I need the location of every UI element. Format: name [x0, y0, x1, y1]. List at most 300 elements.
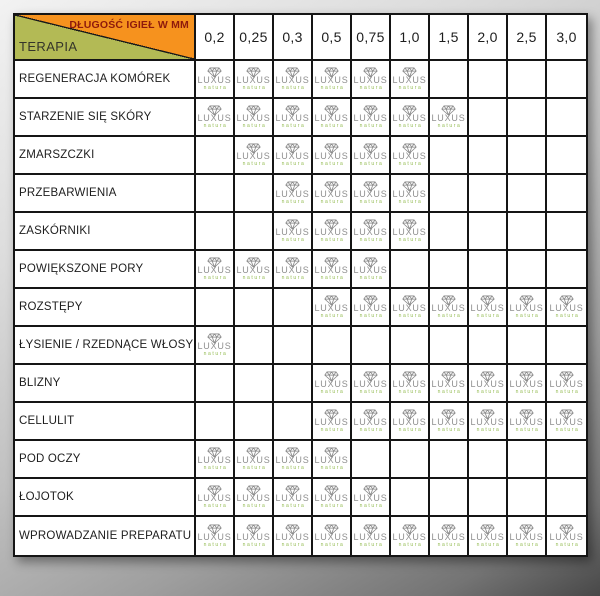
logo-brand-text: LUXUS [353, 151, 388, 161]
logo-sub-text: natura [515, 542, 540, 548]
matrix-cell [274, 175, 313, 213]
matrix-cell [430, 403, 469, 441]
luxus-natura-logo [314, 409, 348, 433]
logo-sub-text: natura [398, 85, 423, 91]
matrix-cell [235, 479, 274, 517]
logo-sub-text: natura [281, 275, 306, 281]
logo-sub-text: natura [398, 123, 423, 129]
column-header-0,2: 0,2 [196, 15, 235, 61]
matrix-cell [274, 251, 313, 289]
matrix-cell [274, 441, 313, 479]
matrix-cell [508, 365, 547, 403]
logo-sub-text: natura [476, 389, 501, 395]
matrix-cell [313, 403, 352, 441]
matrix-cell [313, 251, 352, 289]
logo-brand-text: LUXUS [509, 532, 544, 542]
matrix-cell [352, 365, 391, 403]
logo-brand-text: LUXUS [236, 532, 271, 542]
logo-brand-text: LUXUS [392, 532, 427, 542]
luxus-natura-logo [275, 219, 309, 243]
luxus-natura-logo [314, 524, 348, 548]
matrix-cell [196, 137, 235, 175]
logo-sub-text: natura [320, 427, 345, 433]
matrix-cell [469, 441, 508, 479]
column-header-2,0: 2,0 [469, 15, 508, 61]
matrix-cell [196, 289, 235, 327]
matrix-cell [313, 99, 352, 137]
logo-sub-text: natura [242, 123, 267, 129]
row-label: CELLULIT [15, 403, 196, 441]
logo-sub-text: natura [203, 503, 228, 509]
logo-sub-text: natura [281, 465, 306, 471]
luxus-natura-logo [236, 524, 270, 548]
matrix-cell [508, 479, 547, 517]
logo-sub-text: natura [398, 161, 423, 167]
luxus-natura-logo [275, 447, 309, 471]
luxus-natura-logo [236, 67, 270, 91]
matrix-cell [235, 175, 274, 213]
logo-sub-text: natura [359, 199, 384, 205]
logo-brand-text: LUXUS [470, 303, 505, 313]
matrix-cell [508, 175, 547, 213]
matrix-cell [508, 327, 547, 365]
logo-sub-text: natura [359, 313, 384, 319]
matrix-cell [469, 289, 508, 327]
logo-sub-text: natura [242, 85, 267, 91]
matrix-cell [547, 251, 586, 289]
matrix-cell [508, 403, 547, 441]
matrix-cell [352, 403, 391, 441]
matrix-cell [469, 403, 508, 441]
luxus-natura-logo [236, 485, 270, 509]
logo-sub-text: natura [281, 503, 306, 509]
luxus-natura-logo [353, 143, 387, 167]
row-label: ROZSTĘPY [15, 289, 196, 327]
matrix-cell [235, 99, 274, 137]
matrix-cell [469, 213, 508, 251]
logo-sub-text: natura [515, 389, 540, 395]
logo-brand-text: LUXUS [353, 493, 388, 503]
matrix-cell [274, 327, 313, 365]
matrix-cell [313, 213, 352, 251]
luxus-natura-logo [392, 295, 426, 319]
logo-sub-text: natura [320, 161, 345, 167]
logo-sub-text: natura [242, 542, 267, 548]
logo-brand-text: LUXUS [197, 113, 232, 123]
matrix-cell [235, 251, 274, 289]
luxus-natura-logo [431, 371, 465, 395]
logo-sub-text: natura [437, 123, 462, 129]
luxus-natura-logo [392, 143, 426, 167]
logo-sub-text: natura [359, 275, 384, 281]
logo-brand-text: LUXUS [314, 493, 349, 503]
matrix-cell [352, 251, 391, 289]
luxus-natura-logo [431, 295, 465, 319]
luxus-natura-logo [314, 105, 348, 129]
logo-sub-text: natura [359, 85, 384, 91]
matrix-cell [547, 517, 586, 555]
logo-sub-text: natura [242, 503, 267, 509]
logo-sub-text: natura [359, 161, 384, 167]
matrix-cell [352, 99, 391, 137]
logo-brand-text: LUXUS [275, 189, 310, 199]
matrix-cell [235, 289, 274, 327]
matrix-cell [352, 327, 391, 365]
luxus-natura-logo [197, 524, 231, 548]
luxus-natura-logo [314, 447, 348, 471]
matrix-cell [235, 403, 274, 441]
logo-brand-text: LUXUS [509, 379, 544, 389]
matrix-cell [235, 61, 274, 99]
matrix-cell [391, 403, 430, 441]
matrix-cell [352, 289, 391, 327]
matrix-cell [391, 175, 430, 213]
matrix-cell [547, 61, 586, 99]
matrix-cell [547, 441, 586, 479]
matrix-cell [196, 175, 235, 213]
logo-brand-text: LUXUS [353, 113, 388, 123]
matrix-cell [391, 61, 430, 99]
logo-sub-text: natura [359, 237, 384, 243]
luxus-natura-logo [549, 524, 583, 548]
logo-sub-text: natura [398, 427, 423, 433]
matrix-cell [274, 479, 313, 517]
logo-sub-text: natura [320, 199, 345, 205]
logo-brand-text: LUXUS [431, 113, 466, 123]
logo-sub-text: natura [398, 237, 423, 243]
matrix-cell [235, 441, 274, 479]
logo-brand-text: LUXUS [197, 532, 232, 542]
logo-brand-text: LUXUS [314, 303, 349, 313]
row-label: POWIĘKSZONE PORY [15, 251, 196, 289]
matrix-cell [430, 99, 469, 137]
logo-brand-text: LUXUS [236, 265, 271, 275]
matrix-cell [547, 403, 586, 441]
luxus-natura-logo [392, 105, 426, 129]
logo-brand-text: LUXUS [197, 75, 232, 85]
matrix-cell [547, 289, 586, 327]
logo-brand-text: LUXUS [353, 189, 388, 199]
luxus-natura-logo [197, 485, 231, 509]
logo-brand-text: LUXUS [314, 265, 349, 275]
luxus-natura-logo [275, 67, 309, 91]
luxus-natura-logo [197, 105, 231, 129]
luxus-natura-logo [197, 447, 231, 471]
luxus-natura-logo [275, 143, 309, 167]
matrix-cell [430, 251, 469, 289]
column-header-0,25: 0,25 [235, 15, 274, 61]
logo-sub-text: natura [437, 389, 462, 395]
logo-brand-text: LUXUS [197, 341, 232, 351]
logo-sub-text: natura [281, 123, 306, 129]
logo-sub-text: natura [437, 313, 462, 319]
row-label: ZMARSZCZKI [15, 137, 196, 175]
matrix-cell [391, 289, 430, 327]
luxus-natura-logo [197, 333, 231, 357]
logo-brand-text: LUXUS [275, 151, 310, 161]
logo-sub-text: natura [203, 275, 228, 281]
matrix-cell [274, 403, 313, 441]
logo-sub-text: natura [359, 427, 384, 433]
matrix-cell [430, 517, 469, 555]
logo-brand-text: LUXUS [431, 303, 466, 313]
logo-brand-text: LUXUS [197, 493, 232, 503]
logo-brand-text: LUXUS [197, 265, 232, 275]
logo-brand-text: LUXUS [470, 379, 505, 389]
luxus-natura-logo [392, 219, 426, 243]
matrix-cell [430, 479, 469, 517]
logo-sub-text: natura [203, 85, 228, 91]
logo-brand-text: LUXUS [549, 417, 584, 427]
matrix-cell [196, 251, 235, 289]
logo-brand-text: LUXUS [314, 417, 349, 427]
matrix-cell [352, 517, 391, 555]
logo-sub-text: natura [320, 275, 345, 281]
matrix-cell [430, 441, 469, 479]
luxus-natura-logo [392, 181, 426, 205]
logo-sub-text: natura [398, 313, 423, 319]
logo-brand-text: LUXUS [275, 75, 310, 85]
matrix-cell [235, 327, 274, 365]
logo-brand-text: LUXUS [314, 532, 349, 542]
logo-brand-text: LUXUS [392, 417, 427, 427]
matrix-cell [235, 213, 274, 251]
matrix-cell [313, 327, 352, 365]
logo-sub-text: natura [359, 389, 384, 395]
logo-sub-text: natura [203, 351, 228, 357]
matrix-cell [547, 175, 586, 213]
matrix-cell [196, 441, 235, 479]
matrix-cell [508, 61, 547, 99]
matrix-cell [547, 327, 586, 365]
logo-brand-text: LUXUS [275, 265, 310, 275]
matrix-cell [196, 365, 235, 403]
matrix-cell [430, 327, 469, 365]
matrix-cell [313, 175, 352, 213]
matrix-cell [547, 365, 586, 403]
matrix-cell [313, 137, 352, 175]
column-header-0,75: 0,75 [352, 15, 391, 61]
row-label: BLIZNY [15, 365, 196, 403]
logo-brand-text: LUXUS [431, 532, 466, 542]
luxus-natura-logo [275, 257, 309, 281]
luxus-natura-logo [275, 524, 309, 548]
row-label: ŁYSIENIE / RZEDNĄCE WŁOSY [15, 327, 196, 365]
luxus-natura-logo [353, 524, 387, 548]
luxus-natura-logo [314, 219, 348, 243]
logo-sub-text: natura [398, 199, 423, 205]
matrix-cell [313, 365, 352, 403]
row-label: PRZEBARWIENIA [15, 175, 196, 213]
matrix-cell [469, 61, 508, 99]
logo-sub-text: natura [476, 313, 501, 319]
row-label: WPROWADZANIE PREPARATU [15, 517, 196, 555]
column-header-1,0: 1,0 [391, 15, 430, 61]
logo-brand-text: LUXUS [353, 417, 388, 427]
matrix-cell [274, 517, 313, 555]
logo-sub-text: natura [242, 465, 267, 471]
luxus-natura-logo [353, 409, 387, 433]
luxus-natura-logo [431, 105, 465, 129]
luxus-natura-logo [470, 295, 504, 319]
luxus-natura-logo [353, 295, 387, 319]
luxus-natura-logo [509, 524, 543, 548]
logo-sub-text: natura [281, 237, 306, 243]
matrix-cell [196, 479, 235, 517]
luxus-natura-logo [275, 485, 309, 509]
logo-brand-text: LUXUS [353, 303, 388, 313]
matrix-cell [352, 61, 391, 99]
luxus-natura-logo [431, 524, 465, 548]
matrix-cell [469, 517, 508, 555]
logo-brand-text: LUXUS [197, 455, 232, 465]
matrix-cell [430, 175, 469, 213]
logo-brand-text: LUXUS [275, 227, 310, 237]
logo-brand-text: LUXUS [431, 379, 466, 389]
luxus-natura-logo [470, 524, 504, 548]
matrix-cell [469, 137, 508, 175]
logo-brand-text: LUXUS [314, 379, 349, 389]
logo-brand-text: LUXUS [275, 532, 310, 542]
logo-sub-text: natura [320, 389, 345, 395]
row-label: STARZENIE SIĘ SKÓRY [15, 99, 196, 137]
logo-brand-text: LUXUS [549, 379, 584, 389]
logo-brand-text: LUXUS [275, 113, 310, 123]
luxus-natura-logo [314, 67, 348, 91]
logo-brand-text: LUXUS [549, 532, 584, 542]
logo-brand-text: LUXUS [509, 303, 544, 313]
matrix-cell [274, 99, 313, 137]
matrix-cell [508, 137, 547, 175]
corner-header-cell [15, 15, 196, 61]
luxus-natura-logo [353, 181, 387, 205]
luxus-natura-logo [236, 105, 270, 129]
matrix-cell [313, 61, 352, 99]
luxus-natura-logo [353, 105, 387, 129]
logo-brand-text: LUXUS [392, 189, 427, 199]
luxus-natura-logo [549, 409, 583, 433]
matrix-cell [274, 137, 313, 175]
luxus-natura-logo [431, 409, 465, 433]
matrix-cell [469, 365, 508, 403]
matrix-cell [274, 365, 313, 403]
matrix-cell [547, 137, 586, 175]
row-label: POD OCZY [15, 441, 196, 479]
luxus-natura-logo [509, 371, 543, 395]
luxus-natura-logo [314, 295, 348, 319]
matrix-cell [391, 365, 430, 403]
matrix-cell [508, 99, 547, 137]
therapy-header-label: TERAPIA [19, 39, 78, 54]
luxus-natura-logo [353, 219, 387, 243]
matrix-cell [313, 441, 352, 479]
logo-sub-text: natura [359, 542, 384, 548]
luxus-natura-logo [549, 371, 583, 395]
logo-brand-text: LUXUS [236, 113, 271, 123]
luxus-natura-logo [236, 257, 270, 281]
row-label: ZASKÓRNIKI [15, 213, 196, 251]
matrix-cell [469, 251, 508, 289]
logo-brand-text: LUXUS [236, 151, 271, 161]
matrix-cell [235, 517, 274, 555]
logo-brand-text: LUXUS [353, 265, 388, 275]
logo-sub-text: natura [320, 465, 345, 471]
matrix-cell [508, 517, 547, 555]
luxus-natura-logo [314, 371, 348, 395]
logo-sub-text: natura [398, 389, 423, 395]
logo-sub-text: natura [476, 427, 501, 433]
matrix-cell [391, 99, 430, 137]
logo-brand-text: LUXUS [392, 227, 427, 237]
matrix-cell [313, 479, 352, 517]
matrix-cell [196, 403, 235, 441]
luxus-natura-logo [275, 181, 309, 205]
logo-sub-text: natura [320, 503, 345, 509]
needle-length-therapy-table [13, 13, 588, 557]
logo-sub-text: natura [476, 542, 501, 548]
matrix-cell [391, 479, 430, 517]
matrix-cell [430, 289, 469, 327]
matrix-cell [196, 99, 235, 137]
logo-brand-text: LUXUS [431, 417, 466, 427]
logo-brand-text: LUXUS [392, 379, 427, 389]
logo-sub-text: natura [437, 542, 462, 548]
matrix-cell [352, 137, 391, 175]
luxus-natura-logo [236, 143, 270, 167]
logo-brand-text: LUXUS [392, 151, 427, 161]
logo-brand-text: LUXUS [275, 455, 310, 465]
logo-brand-text: LUXUS [314, 227, 349, 237]
logo-sub-text: natura [320, 237, 345, 243]
logo-brand-text: LUXUS [314, 151, 349, 161]
logo-sub-text: natura [555, 313, 580, 319]
matrix-cell [196, 213, 235, 251]
logo-sub-text: natura [320, 313, 345, 319]
logo-brand-text: LUXUS [392, 113, 427, 123]
logo-sub-text: natura [555, 542, 580, 548]
logo-brand-text: LUXUS [470, 532, 505, 542]
matrix-cell [391, 441, 430, 479]
logo-brand-text: LUXUS [549, 303, 584, 313]
logo-brand-text: LUXUS [470, 417, 505, 427]
logo-brand-text: LUXUS [314, 113, 349, 123]
matrix-cell [274, 213, 313, 251]
logo-sub-text: natura [203, 123, 228, 129]
luxus-natura-logo [353, 371, 387, 395]
matrix-cell [352, 479, 391, 517]
matrix-cell [508, 213, 547, 251]
luxus-natura-logo [197, 257, 231, 281]
matrix-cell [469, 479, 508, 517]
matrix-cell [274, 289, 313, 327]
luxus-natura-logo [470, 409, 504, 433]
luxus-natura-logo [197, 67, 231, 91]
logo-sub-text: natura [437, 427, 462, 433]
logo-brand-text: LUXUS [509, 417, 544, 427]
matrix-cell [391, 517, 430, 555]
matrix-cell [469, 175, 508, 213]
matrix-cell [352, 441, 391, 479]
matrix-cell [508, 251, 547, 289]
luxus-natura-logo [353, 485, 387, 509]
needle-length-header-label: DŁUGOŚĆ IGIEŁ W MM [69, 19, 189, 31]
logo-brand-text: LUXUS [392, 303, 427, 313]
column-header-0,3: 0,3 [274, 15, 313, 61]
logo-sub-text: natura [555, 389, 580, 395]
logo-brand-text: LUXUS [236, 493, 271, 503]
logo-brand-text: LUXUS [314, 189, 349, 199]
luxus-natura-logo [549, 295, 583, 319]
